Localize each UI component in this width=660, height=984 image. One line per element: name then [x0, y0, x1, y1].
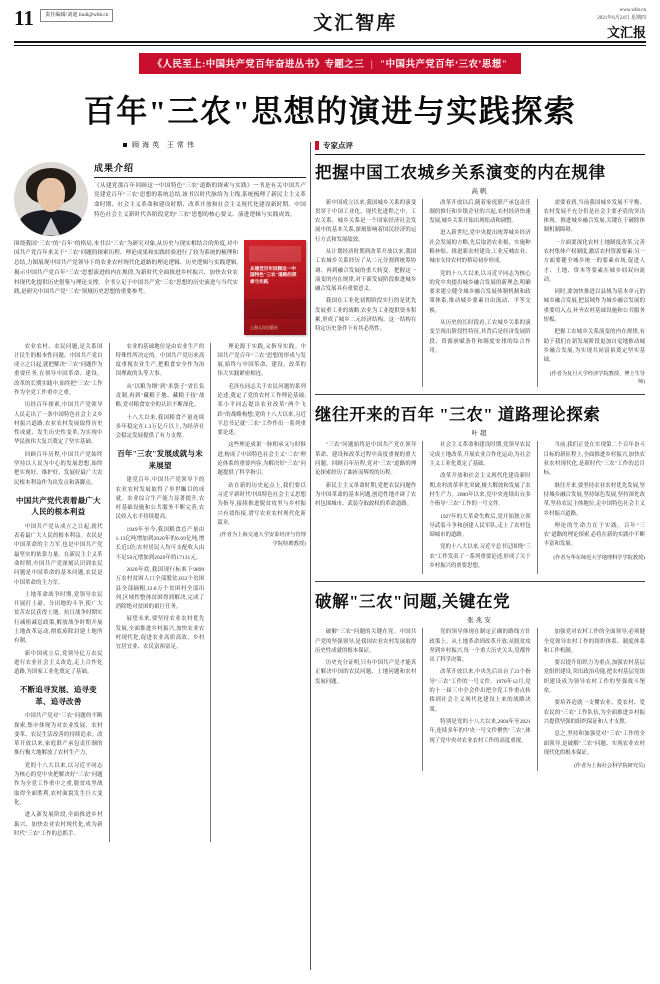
article-1-author: 高帆	[471, 187, 489, 195]
article-2-author: 叶超	[471, 430, 489, 438]
paragraph: 农业的基础地位是由农业生产的特殊性所决定的。中国共产党历来高度重视农业生产,把粮食安全作为治国理政的头等大事。	[115, 343, 205, 378]
page-content	[14, 140, 646, 970]
paragraph: 新民主主义革命时期,党把农民问题作为中国革命的基本问题,创造性地开辟了农村包围城市、武装夺取政权的革命道路。	[315, 482, 417, 508]
book-cover-top-band	[249, 246, 301, 262]
article-1-column-3	[538, 199, 645, 388]
expert-tag-rule	[315, 154, 645, 155]
paragraph: 历史充分证明,只有中国共产党才能真正解决中国的农民问题、土地问题和农村发展问题。	[315, 660, 417, 685]
left-column-2	[110, 343, 212, 843]
article-2-column-2	[423, 441, 537, 574]
paragraph: 要培养造就一支懂农业、爱农村、爱农民的"三农"工作队伍,为全面推进乡村振兴提供坚强的组织保证和人才支撑。	[543, 700, 645, 725]
paragraph: 新中国成立后,党领导亿万农民进行农业社会主义改造,走上合作化道路,为国家工业化奠定了基础。	[14, 650, 103, 676]
paragraph: 展望未来,要坚持农业农村优先发展,全面推进乡村振兴,加快农业农村现代化,促进农业高质高效、乡村宜居宜业、农民富裕富足。	[115, 616, 205, 651]
right-zone	[315, 140, 645, 970]
square-bullet-icon	[123, 143, 127, 147]
paragraph: 我国在工业化初期阶段实行的是优先发展重工业的战略,农业为工业提供资本积累,形成了城乡二元经济结构。这一结构在特定历史条件下有其必然性。	[315, 298, 417, 333]
left-three-columns	[14, 343, 306, 843]
article-3-author: 张兆安	[467, 617, 493, 625]
paragraph: 站在新的历史起点上,我们要以习近平新时代中国特色社会主义思想为指导,接续推进脱贫攻坚与乡村振兴有效衔接,谱写农业农村现代化新篇章。	[217, 482, 307, 526]
book-cover-image	[244, 240, 306, 335]
subheading-people-interest: 中国共产党代表着最广大人民的根本利益	[16, 495, 101, 517]
book-cover-publisher: 上海人民出版社	[250, 324, 278, 330]
article-2-title: 继往开来的百年 "三农" 道路理论探索	[315, 405, 601, 425]
subheading-pursuit: 不断追寻发展、追寻变革、追寻改善	[19, 685, 97, 706]
paragraph: 这些理论成果一脉相承又与时俱进,构成了中国特色社会主义"三农"理论体系的重要内容,为解决好"三农"问题提供了科学指引。	[217, 442, 307, 477]
left-column-3	[211, 343, 306, 843]
paragraph: "三农"问题始终是中国共产党在领导革命、建设和改革过程中高度重视的重大问题。回顾百年历程,党对"三农"道路的理论探索经历了曲折而辉煌的历程。	[315, 442, 417, 477]
book-cover-lower-band	[244, 299, 306, 319]
intro-paragraph-1: 《从建党那百年回顾这一中国特色"三农"道路的探索与实践》一书是有关中国共产党建党百年"三农"思想的系统总结,该书以时代脉络为主线,系统梳理了新民主主义革命时期、社会主义革命和建设时期、改革开放和社会主义现代化建设新时期、中国特色社会主义新时代各阶段党的"三农"思想的核心要义、演进逻辑与实践成效。	[94, 182, 306, 218]
paragraph: 破解"三农"问题的关键在党。中国共产党的坚强领导,是我国农业农村发展取得历史性成就的根本保证。	[315, 629, 417, 654]
article-3-column-1	[315, 628, 423, 771]
paragraph: 农业农村、农民问题,是关系国计民生的根本性问题。中国共产党自成立之日起,就把解决"三农"问题作为重要任务,在领导中国革命、建设、改革的长期实践中,始终把"三农"工作作为全党工作重中之重。	[14, 343, 103, 396]
masthead	[14, 6, 646, 40]
paragraph: 总之,坚持和加强党对"三农"工作的全面领导,是破解"三农"问题、实现农业农村现代化的根本保证。	[543, 731, 645, 756]
paragraph: 回顾百年历程,中国共产党始终坚持以人民为中心的发展思想,始终把实现好、维护好、发展好最广大农民根本利益作为出发点和落脚点。	[14, 451, 103, 486]
paragraph: 从计划经济时期到改革开放以来,我国工农城乡关系经历了从二元分割到统筹协调、再到融合发展的重大转变。把握这一演变的内在规律,对于新发展阶段推进城乡融合发展具有重要意义。	[315, 248, 417, 293]
byline-text: 顾海英 王常伟	[132, 140, 197, 149]
article-1-columns	[315, 199, 645, 388]
paragraph: 加强党对农村工作的全面领导,必须健全党领导农村工作的组织体系、制度体系和工作机制。	[543, 629, 645, 654]
paragraph: 进入新发展阶段,全面推进乡村振兴、加快农业农村现代化,成为新时代"三农"工作的总抓手。	[14, 812, 103, 837]
book-cover-title: 从建党百年回顾这一中国特色"三农"道路的探索与实践	[250, 265, 297, 285]
intro-label: 成果介绍	[94, 162, 135, 173]
article-3-signature: (作者为上海社会科学院研究员)	[574, 763, 645, 770]
paragraph: 党的十八大以来,以习近平同志为核心的党中央把解决好"三农"问题作为全党工作重中之重,脱贫攻坚战取得全面胜利,农村面貌发生巨大变化。	[14, 762, 103, 806]
article-2	[315, 401, 645, 574]
paragraph: 毛泽东同志关于农民问题的系列论述,奠定了党的农村工作理论基础;邓小平同志提出农业改革"两个飞跃"的战略构想;党的十八大以来,习近平总书记就"三农"工作作出一系列重要论述。	[217, 383, 307, 437]
article-divider-2	[315, 581, 645, 582]
paragraph: 从历史的长时段看,工农城乡关系的演变呈现出阶段性特征,其背后是经济发展阶段、资源禀赋条件和制度安排的综合作用。	[429, 320, 531, 354]
left-column-1	[14, 343, 110, 843]
website-url: www.whb.cn	[619, 8, 646, 13]
expert-commentary-tag	[315, 140, 645, 151]
paragraph: 改革开放和社会主义现代化建设新时期,农村改革率先突破,极大解放和发展了农村生产力。2000年以来,党中央连续出台多个指导"三农"工作的一号文件。	[429, 473, 531, 508]
paragraph: 理论的生命力在于实践。百年"三农"道路的理论探索,必将在新的实践中不断丰富和发展。	[543, 522, 645, 548]
paragraph: 要以提升组织力为重点,加强农村基层党组织建设,突出政治功能,把农村基层党组织建设成为领导农村工作的坚强战斗堡垒。	[543, 660, 645, 695]
portrait-face	[37, 178, 65, 212]
article-1-signature: (作者为复旦大学经济学院教授、博士生导师)	[549, 370, 645, 386]
paragraph: 理论源于实践,又指导实践。中国共产党百年"三农"思想的形成与发展,始终与中国革命、建设、改革的伟大实践紧密相连。	[217, 343, 307, 378]
article-1-column-2	[423, 199, 537, 388]
paragraph: 同时,要加快推进以县域为基本单元的城乡融合发展,把县域作为城乡融合发展的重要切入点,补齐农村基础设施和公共服务短板。	[543, 289, 645, 324]
intro-label-rule	[94, 177, 306, 178]
author-portrait	[14, 162, 88, 236]
paragraph: 十八大以来,我国粮食产量连续多年稳定在1.3万亿斤以上,为经济社会稳定发展提供了有力支撑。	[115, 414, 205, 440]
expert-commentary-label: 专家点评	[323, 140, 353, 150]
paragraph: 需要看到,当前我国城乡发展不平衡、农村发展不充分仍是社会主要矛盾的突出体现。推进城乡融合发展,关键在于破除体制机制障碍。	[543, 199, 645, 234]
article-2-columns	[315, 441, 645, 574]
byline	[14, 140, 306, 150]
section-title: 文汇智库	[313, 13, 398, 34]
page-number: 11	[14, 6, 34, 30]
paragraph: 特别是党的十八大以来,2004年至2021年,连续多年的中央一号文件聚焦"三农",体现了党中央对农业农村工作的高度重视。	[429, 718, 531, 744]
subheading-achievements: 百年"三农"发展成就与未来展望	[117, 449, 203, 470]
page-headline: 百年"三农"思想的演进与实践探索	[83, 93, 577, 129]
masthead-center	[113, 6, 597, 35]
publish-date: 2021年6月24日 星期四	[597, 16, 646, 21]
article-2-signature: (作者为华东师范大学地理科学学院教授)	[553, 554, 645, 561]
masthead-right	[597, 6, 646, 41]
series-banner-right: "中国共产党百年‘三农’思想"	[379, 60, 508, 70]
paragraph: 中国共产党从成立之日起,就代表着最广大人民的根本利益。农民是中国革命的主力军,也是中国共产党最坚实的依靠力量。在新民主主义革命时期,中国共产党深刻认识到农民问题是中国革命的基本问题,农民是中国革命的主力军。	[14, 523, 103, 586]
series-banner-wrap	[14, 53, 646, 74]
article-2-column-3	[538, 441, 645, 574]
paragraph: 一方面要深化农村土地制度改革,完善农村集体产权制度,激活农村资源要素;另一方面要健全城乡统一的要素市场,促进人才、土地、资本等要素在城乡间双向流动。	[543, 239, 645, 283]
paragraph: 党的十八大以来,以习近平同志为核心的党中央提出城乡融合发展的新理念,明确要求建立健全城乡融合发展体制机制和政策体系,推动城乡要素自由流动、平等交换。	[429, 270, 531, 314]
masthead-rule-thin	[14, 45, 646, 46]
intro-paragraph-2: 围绕我国"三农"的"百年"的格局,本书以"三农"为研究对象,从历史与现实相结合的角度,对中国共产党百年来关于"三农"问题的探索历程、理论成果和实践经验进行了较为系统的梳理和总结,力图展现中国共产党领导下的农业农村现代化道路的理论逻辑、历史逻辑与实践逻辑,揭示中国共产党百年"三农"思想演进的内在规律,为新时代全面推进乡村振兴、加快农业农村现代化提供历史借鉴与理论支撑。全书立足于中国共产党"三农"思想的历史演进与当代实践,是研究中国共产党"三农"领域历史思想的重要参考。	[14, 240, 238, 296]
paragraph: 进入新世纪,党中央提出统筹城乡经济社会发展的方略,先后取消农业税、实施种粮补贴、推进新农村建设,工业反哺农业、城市支持农村的格局初步形成。	[429, 230, 531, 265]
article-3-title: 破解"三农"问题,关键在党	[315, 592, 511, 612]
paragraph: 历经百年探索,中国共产党领导人民走出了一条中国特色社会主义乡村振兴道路,农业农村发展取得历史性成就、发生历史性变革,为实现中华民族伟大复兴奠定了坚实基础。	[14, 402, 103, 446]
left-zone	[14, 140, 306, 970]
intro-row	[14, 158, 306, 236]
series-banner-left: 《人民至上:中国共产党百年奋进丛书》专题之三	[152, 60, 365, 70]
paragraph: 建党百年,中国共产党领导下的农业农村发展取得了举世瞩目的成就。农业综合生产能力显著提升,农村基础设施和公共服务不断完善,农民收入水平持续提高。	[115, 477, 205, 521]
paragraph: 从"以粮为纲"到"米袋子"省长负责制,再到"藏粮于地、藏粮于技"战略,党对粮食安全的认识不断深化。	[115, 383, 205, 409]
masthead-rule-thick	[14, 41, 646, 43]
article-3-column-2	[423, 628, 537, 771]
paragraph: 党的领导体现在制定正确的路线方针政策上。从土地革命到改革开放,从脱贫攻坚到乡村振兴,每一个重大历史关头,党都作出了科学决策。	[429, 629, 531, 664]
article-3-column-3	[538, 628, 645, 771]
paragraph: 新中国成立以来,我国城乡关系的演变贯穿于中国工业化、现代化进程之中。工农关系、城乡关系是一个国家经济社会发展中的基本关系,深刻影响着国民经济的运行方式和发展绩效。	[315, 199, 417, 243]
paragraph: 当前,我们正处在实现第二个百年奋斗目标的新征程上,全面推进乡村振兴,加快农业农村现代化,是新时代"三农"工作的总目标。	[543, 442, 645, 477]
left-signature: (作者为上海交通大学安泰经济与管理学院特聘教授)	[219, 532, 307, 548]
paragraph: 改革开放以后,随着家庭联产承包责任制的推行和乡镇企业的兴起,农村经济快速发展,城乡关系开始出现松动和调整。	[429, 199, 531, 225]
series-banner	[139, 53, 522, 74]
series-banner-separator: |	[370, 60, 374, 70]
article-1	[315, 159, 645, 388]
paragraph: 党的十八大以来,习近平总书记围绕"三农"工作发表了一系列重要论述,形成了关于乡村振兴的重要思想。	[429, 544, 531, 569]
paper-logo: 文汇报	[606, 25, 646, 40]
intro-right	[94, 158, 306, 236]
article-divider-1	[315, 394, 645, 395]
paragraph: 改革开放以来,中央先后出台了23个指导"三农"工作的一号文件。1978年12月,党的十一届三中全会作出把全党工作重点转移到社会主义现代化建设上来的战略决策。	[429, 669, 531, 713]
paragraph: 社会主义革命和建设时期,党领导农民完成土地改革,开展农业合作化运动,为社会主义工业化奠定了基础。	[429, 442, 531, 468]
paragraph: 土地革命战争时期,党领导农民开展打土豪、分田地的斗争,使广大贫苦农民获得土地。抗日战争时期实行减租减息政策,解放战争时期开展土地改革运动,彻底废除封建土地所有制。	[14, 591, 103, 645]
paragraph: 1949年至今,我国粮食总产量由1.13亿吨增加到2020年的6.69亿吨,增长近5倍;农村居民人均可支配收入由不足50元增加到2020年的17131元。	[115, 526, 205, 561]
vertical-divider	[306, 140, 315, 970]
article-2-column-1	[315, 441, 423, 574]
paragraph: 1927年的大革命失败后,党开始独立领导武装斗争和创建人民军队,走上了农村包围城市的道路。	[429, 513, 531, 539]
article-1-title: 把握中国工农城乡关系演变的内在规律	[315, 162, 606, 182]
book-row	[14, 240, 306, 335]
editor-credit: 责任编辑/刘迪 liudi@whb.cn	[40, 9, 113, 22]
red-block-icon	[315, 141, 319, 150]
paragraph: 继往开来,要坚持农业农村优先发展,坚持城乡融合发展,坚持绿色发展,坚持深化改革,坚持农民主体地位,走中国特色社会主义乡村振兴道路。	[543, 482, 645, 517]
article-1-column-1	[315, 199, 423, 388]
paragraph: 2020年底,我国现行标准下9899万农村贫困人口全部脱贫,832个贫困县全部摘帽,12.8万个贫困村全部出列,区域性整体贫困得到解决,完成了消除绝对贫困的艰巨任务。	[115, 566, 205, 611]
article-3-columns	[315, 628, 645, 771]
paragraph: 把握工农城乡关系演变的内在规律,有助于我们在新发展阶段更加自觉地推动城乡融合发展,为实现共同富裕奠定坚实基础。	[543, 329, 645, 364]
paragraph: 中国共产党对"三农"问题的不断探索,集中体现为对农业发展、农村变革、农民生活改善的持续追求。改革开放以来,家庭联产承包责任制的推行极大地解放了农村生产力。	[14, 713, 103, 757]
article-3	[315, 588, 645, 771]
